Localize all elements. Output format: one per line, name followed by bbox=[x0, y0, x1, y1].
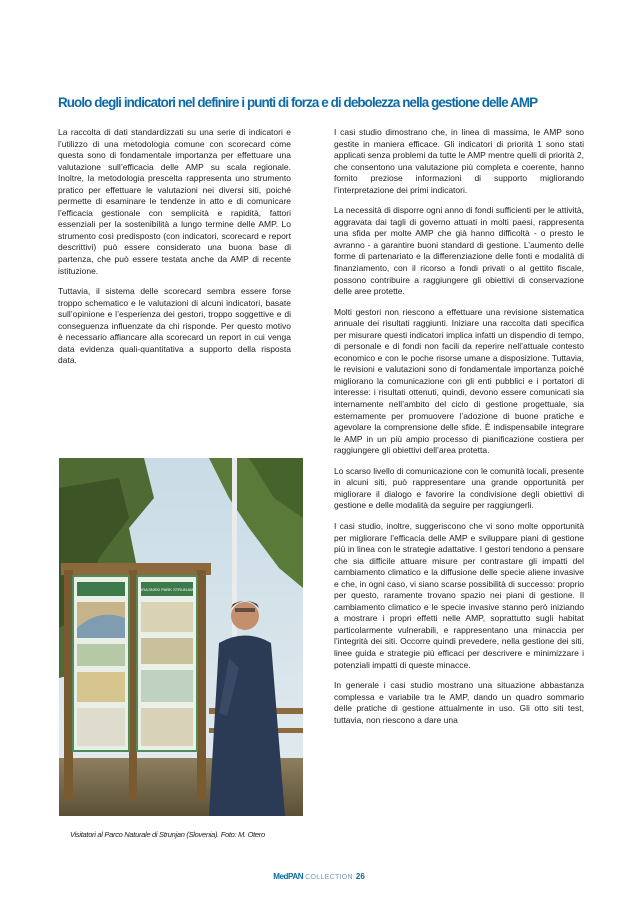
right-paragraph-3: Molti gestori non riescono a effettuare una revisione sistematica annuale dei risultati raggiunti. Iniziare una raccolta dati specifica per misurare questi indicatori implica infatti un dispendio di tempo, di personale e di fondi non facili da reperire nell’attuale contesto economico e con le poche risorse umane a disposizione. Tuttavia, le revisioni e valutazioni sono di fondamentale importanza poiché migliorano la comunicazione con gli enti pubblici e i portatori di interesse: i risultati ottenuti, quindi, devono essere comunicati sia internamente nell’ambito del ciclo di gestione progettuale, sia esternamente per promuovere l’adozione di buone pratiche e agevolare la comprensione delle sfide. È indispensabile integrare le AMP in un più ampio processo di pianificazione costiera per raggiungere gli obiettivi dell’area protetta. bbox=[334, 306, 584, 456]
page-number: 26 bbox=[355, 872, 365, 881]
medpan-logo bbox=[273, 872, 303, 881]
left-paragraph-1: La raccolta di dati standardizzati su una serie di indicatori e l’utilizzo di una metodologia comune con scorecard come questa sono di fondamentale importanza per effettuare una valutazione sull’efficacia delle AMP su scala regionale. Inoltre, la metodologia prescelta rappresenta uno strumento pratico per effettuare le valutazioni nei diversi siti, poiché permette di esaminare le tendenze in atto e di comunicare l’efficacia gestionale con semplicità e rapidità, fattori essenziali per la sostenibilità a lungo termine delle AMP. Lo strumento così predisposto (con indicatori, scorecard e report descrittivi) può essere considerato una buona base di partenza, che può essere testata anche da AMP di recente istituzione. bbox=[58, 127, 291, 276]
footer bbox=[0, 872, 638, 881]
logo-pan: PAN bbox=[288, 872, 304, 881]
right-column bbox=[334, 127, 584, 735]
right-paragraph-5: I casi studio, inoltre, suggeriscono che vi sono molte opportunità per migliorare l’efficacia delle AMP e sviluppare piani di gestione più in linea con le strategie adattative. I gestori tendono a pensare che sia difficile attuare misure per contrastare gli impatti del cambiamento climatico e la diffusione delle specie aliene invasive e che, in ogni caso, vi siano scarse possibilità di successo: proprio per questo, raramente trovano spazio nei piani di gestione. Il cambiamento climatico e le specie invasive stanno però iniziando a mostrare i propri effetti nelle AMP, soprattutto sugli habitat particolarmente vulnerabili, e rappresentano una minaccia per l’integrità dei siti. Occorre quindi prevedere, nella gestione dei siti, linee guida e strategie più efficaci per descrivere e minimizzare i potenziali impatti di queste minacce. bbox=[334, 520, 584, 670]
collection-label: COLLECTION bbox=[305, 874, 353, 881]
right-paragraph-2: La necessità di disporre ogni anno di fondi sufficienti per le attività, aggravata dai tagli di governo attuati in molti paesi, rappresenta una sfida per molte AMP che già hanno difficoltà - o presto le avranno - a garantire buoni standard di gestione. L’aumento delle forme di partenariato e la differenziazione delle fonti e modalità di finanziamento, con il ricorso a fondi privati o al gettito fiscale, possono contribuire a raggiungere gli obiettivi di conservazione delle aree protette. bbox=[334, 205, 584, 297]
left-paragraph-2: Tuttavia, il sistema delle scorecard sembra essere forse troppo schematico e le valutazioni di alcuni indicatori, basate sull’opinione e l’esperienza dei gestori, troppo soggettive e di conseguenza influenzate da chi risponde. Per questo motivo è necessario affiancare alla scorecard un report in cui venga data evidenza quali-quantitativa a supporto della risposta data. bbox=[58, 286, 291, 366]
board-title: KRAJINSKI PARK STRUNJAN bbox=[139, 587, 195, 592]
right-paragraph-1: I casi studio dimostrano che, in linea di massima, le AMP sono gestite in maniera efficace. Gli indicatori di priorità 1 sono stati applicati senza problemi da tutte le AMP mentre quelli di priorità 2, che consentono una valutazione più completa e coerente, hanno fornito preziose informazioni di supporto migliorando l’interpretazione dei primi indicatori. bbox=[334, 127, 584, 195]
photo-illustration bbox=[59, 458, 303, 816]
left-column bbox=[58, 127, 291, 376]
photo-caption: Visitatori al Parco Naturale di Strunjan (Slovenia). Foto: M. Otero bbox=[70, 830, 265, 839]
logo-med: Med bbox=[273, 872, 289, 881]
right-paragraph-4: Lo scarso livello di comunicazione con le comunità locali, presente in alcuni siti, può rappresentare una grande opportunità per migliorare il dialogo e favorire la condivisione degli obiettivi di gestione e delle modalità da seguire per raggiungerli. bbox=[334, 465, 584, 511]
park-visitors-photo bbox=[59, 458, 303, 816]
page-heading: Ruolo degli indicatori nel definire i punti di forza e di debolezza nella gestione delle AMP bbox=[58, 94, 538, 110]
right-paragraph-6: In generale i casi studio mostrano una situazione abbastanza complessa e variabile tra le AMP, dando un quadro sommario delle pratiche di gestione attualmente in uso. Gli otto siti test, tuttavia, non riescono a dare una bbox=[334, 680, 584, 725]
